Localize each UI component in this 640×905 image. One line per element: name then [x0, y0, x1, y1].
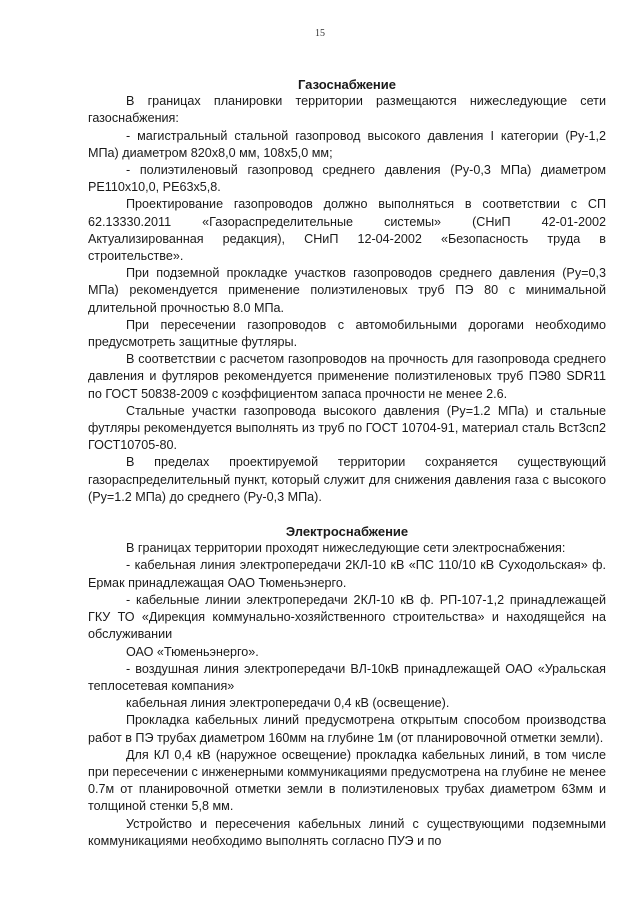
gas-paragraph: В соответствии с расчетом газопроводов на прочность для газопровода среднего давления и футляров рекомендуется применение полиэтиленовых труб ПЭ80 SDR11 по ГОСТ 50838-2009 с коэффициентом запаса прочности не менее 2.6.	[88, 352, 606, 401]
gas-paragraph: В пределах проектируемой территории сохраняется существующий газораспределительный пункт, который служит для снижения давления газа с высокого (Ру=1.2 МПа) до среднего (Ру-0,3 МПа).	[88, 455, 606, 504]
power-paragraph: - кабельная линия электропередачи 2КЛ-10 кВ «ПС 110/10 кВ Суходольская» ф. Ермак принадлежащая ОАО Тюменьэнерго.	[88, 558, 606, 590]
power-paragraph: Для КЛ 0,4 кВ (наружное освещение) прокладка кабельных линий, в том числе при пересечении с инженерными коммуникациями предусмотрена на глубине не менее 0.7м от планировочной отметки земли в полиэтиленовых трубах диаметром 63мм и толщиной стенки 5,8 мм.	[88, 747, 606, 814]
gas-supply-section	[88, 76, 606, 506]
gas-paragraph: - полиэтиленовый газопровод среднего давления (Ру-0,3 МПа) диаметром РЕ110х10,0, РЕ63х5,8.	[88, 163, 606, 195]
page-number: 15	[315, 28, 325, 39]
power-paragraph: - кабельные линии электропередачи 2КЛ-10 кВ ф. РП-107-1,2 принадлежащей ГКУ ТО «Дирекция коммунально-хозяйственного строительства» и находящейся на обслуживании	[88, 592, 606, 642]
gas-paragraph: - магистральный стальной газопровод высокого давления I категории (Ру-1,2 МПа) диаметром 820х8,0 мм, 108х5,0 мм;	[88, 128, 606, 160]
power-supply-heading: Электроснабжение	[285, 524, 409, 540]
section-spacer	[88, 506, 606, 523]
power-paragraph: Прокладка кабельных линий предусмотрена открытым способом производства работ в ПЭ трубах диаметром 160мм на глубине 1м (от планировочной отметки земли).	[88, 713, 606, 745]
power-paragraph: ОАО «Тюменьэнерго».	[126, 644, 259, 659]
power-paragraph: Устройство и пересечения кабельных линий с существующими подземными коммуникациями необходимо выполнять согласно ПУЭ и по	[88, 816, 606, 848]
power-paragraph: кабельная линия электропередачи 0,4 кВ (освещение).	[126, 696, 450, 711]
power-supply-section	[88, 523, 606, 850]
power-paragraph: В границах территории проходят нижеследующие сети электроснабжения:	[126, 541, 566, 556]
gas-paragraph: При подземной прокладке участков газопроводов среднего давления (Ру=0,3 МПа) рекомендуется применение полиэтиленовых труб ПЭ 80 с минимальной длительной прочностью 8.0 МПа.	[88, 266, 606, 315]
gas-supply-heading: Газоснабжение	[297, 77, 396, 92]
gas-paragraph: В границах планировки территории размещаются нижеследующие сети газоснабжения:	[88, 94, 606, 126]
gas-paragraph: Проектирование газопроводов должно выполняться в соответствии с СП 62.13330.2011 «Газораспределительные системы» (СНиП 42-01-2002 Актуализированная редакция), СНиП 12-04-2002 «Безопасность труда в строительстве».	[88, 197, 606, 264]
gas-paragraph: Стальные участки газопровода высокого давления (Ру=1.2 МПа) и стальные футляры рекомендуется выполнять из труб по ГОСТ 10704-91, материал сталь Вст3сп2 ГОСТ10705-80.	[88, 403, 606, 453]
power-paragraph: - воздушная линия электропередачи ВЛ-10кВ принадлежащей ОАО «Уральская теплосетевая компания»	[88, 661, 606, 693]
gas-paragraph: При пересечении газопроводов с автомобильными дорогами необходимо предусмотреть защитные футляры.	[88, 317, 606, 350]
page-content	[88, 76, 606, 850]
